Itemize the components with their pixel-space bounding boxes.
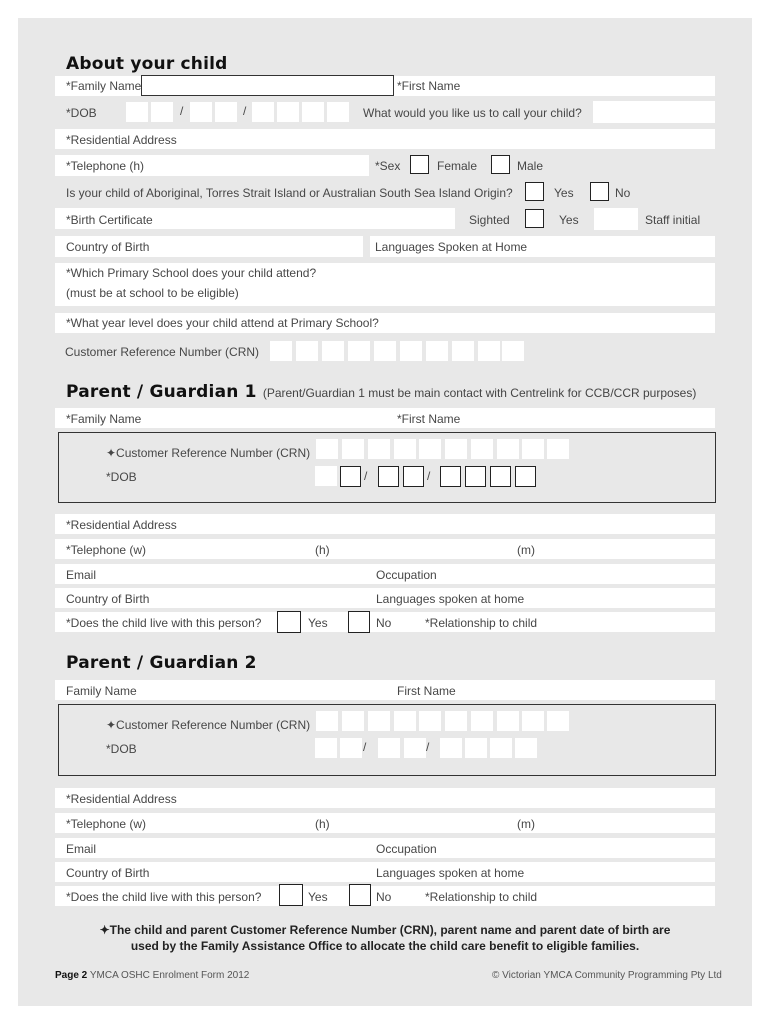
label-parent2-relationship: *Relationship to child — [425, 890, 538, 904]
parent1-crn-cell[interactable] — [342, 439, 364, 459]
parent2-crn-cell[interactable] — [342, 711, 364, 731]
parent2-dob-y4[interactable] — [515, 738, 537, 758]
label-parent2-country: Country of Birth — [66, 866, 150, 880]
footer-page-number: Page 2 — [55, 970, 88, 981]
label-aboriginal: Is your child of Aboriginal, Torres Strait Island or Australian South Sea Island Origin? — [66, 186, 513, 200]
label-primary-school: *Which Primary School does your child attend? — [66, 266, 317, 280]
sex-male-checkbox[interactable] — [491, 155, 510, 174]
label-aboriginal-yes: Yes — [554, 186, 574, 200]
label-primary-school-note: (must be at school to be eligible) — [66, 286, 239, 300]
label-parent1-country: Country of Birth — [66, 592, 150, 606]
label-parent2-tel-w: *Telephone (w) — [66, 817, 147, 831]
parent2-dob-y3[interactable] — [490, 738, 512, 758]
parent1-heading-text: Parent / Guardian 1 — [66, 382, 257, 402]
dob-separator: / — [243, 104, 247, 118]
parent2-dob-d2[interactable] — [340, 738, 362, 758]
child-dob-d1[interactable] — [126, 102, 148, 122]
child-crn-cell[interactable] — [478, 341, 500, 361]
footer-page-info — [55, 970, 249, 981]
child-crn-cell[interactable] — [374, 341, 396, 361]
label-parent1-tel-m: (m) — [517, 543, 535, 557]
label-parent1-family-name: *Family Name — [66, 412, 142, 426]
dob-separator: / — [427, 469, 431, 483]
label-birth-cert: *Birth Certificate — [66, 213, 153, 227]
label-parent1-tel-h: (h) — [315, 543, 330, 557]
label-sighted: Sighted — [469, 213, 510, 227]
parent1-crn-cell[interactable] — [471, 439, 493, 459]
parent2-dob-y2[interactable] — [465, 738, 487, 758]
birth-cert-yes-checkbox[interactable] — [525, 209, 544, 228]
parent1-crn-cell[interactable] — [547, 439, 569, 459]
child-crn-cell[interactable] — [270, 341, 292, 361]
parent1-dob-m1[interactable] — [378, 466, 399, 487]
label-child-languages: Languages Spoken at Home — [375, 240, 528, 254]
parent1-dob-y2[interactable] — [465, 466, 486, 487]
label-male: Male — [517, 159, 544, 173]
label-sex: *Sex — [375, 159, 401, 173]
label-child-telephone: *Telephone (h) — [66, 159, 145, 173]
crn-note — [48, 922, 722, 954]
label-parent2-tel-h: (h) — [315, 817, 330, 831]
parent1-telephone-input[interactable] — [55, 539, 715, 559]
parent2-crn-cell[interactable] — [445, 711, 467, 731]
parent1-dob-d2[interactable] — [340, 466, 361, 487]
parent1-crn-cell[interactable] — [522, 439, 544, 459]
label-child-address: *Residential Address — [66, 133, 177, 147]
sex-female-checkbox[interactable] — [410, 155, 429, 174]
label-call-name: What would you like us to call your child? — [363, 106, 582, 120]
parent2-crn-cell[interactable] — [394, 711, 416, 731]
parent2-crn-cell[interactable] — [522, 711, 544, 731]
dob-separator: / — [363, 740, 367, 754]
label-parent1-live-no: No — [376, 616, 392, 630]
footer-form-name: YMCA OSHC Enrolment Form 2012 — [89, 970, 250, 981]
parent1-live-no-checkbox[interactable] — [348, 611, 370, 633]
label-parent1-live-yes: Yes — [308, 616, 328, 630]
parent2-crn-cell[interactable] — [368, 711, 390, 731]
aboriginal-yes-checkbox[interactable] — [525, 182, 544, 201]
parent1-subheading: (Parent/Guardian 1 must be main contact with Centrelink for CCB/CCR purposes) — [262, 386, 697, 400]
label-parent1-address: *Residential Address — [66, 518, 177, 532]
label-parent2-live-yes: Yes — [308, 890, 328, 904]
parent1-dob-d1[interactable] — [315, 466, 337, 486]
label-parent1-occupation: Occupation — [376, 568, 437, 582]
parent2-crn-cell[interactable] — [471, 711, 493, 731]
child-crn-cell[interactable] — [400, 341, 422, 361]
parent1-dob-y3[interactable] — [490, 466, 511, 487]
label-parent2-email: Email — [66, 842, 97, 856]
child-dob-y1[interactable] — [252, 102, 274, 122]
parent1-live-yes-checkbox[interactable] — [277, 611, 301, 633]
child-crn-cell[interactable] — [452, 341, 474, 361]
dob-separator: / — [364, 469, 368, 483]
footer-copyright: © Victorian YMCA Community Programming Pty Ltd — [492, 970, 722, 981]
child-dob-m1[interactable] — [190, 102, 212, 122]
label-parent2-dob: *DOB — [106, 742, 137, 756]
child-crn-cell[interactable] — [348, 341, 370, 361]
crn-note-line2: used by the Family Assistance Office to allocate the child care benefit to eligible families. — [130, 939, 640, 953]
label-parent2-tel-m: (m) — [517, 817, 535, 831]
label-child-country: Country of Birth — [66, 240, 150, 254]
row-parent2-name[interactable] — [55, 680, 715, 700]
section-heading-child: About your child — [66, 54, 228, 74]
parent2-dob-d1[interactable] — [315, 738, 337, 758]
parent1-dob-m2[interactable] — [403, 466, 424, 487]
parent1-crn-cell[interactable] — [445, 439, 467, 459]
label-child-first-name: *First Name — [397, 79, 461, 93]
label-parent2-live-no: No — [376, 890, 392, 904]
label-parent2-crn: ✦Customer Reference Number (CRN) — [106, 718, 311, 732]
label-parent1-live-with: *Does the child live with this person? — [66, 616, 262, 630]
child-crn-cell[interactable] — [426, 341, 448, 361]
label-birth-cert-yes: Yes — [559, 213, 579, 227]
label-parent2-occupation: Occupation — [376, 842, 437, 856]
label-parent2-family-name: Family Name — [66, 684, 137, 698]
parent2-live-yes-checkbox[interactable] — [279, 884, 303, 906]
parent2-crn-cell[interactable] — [419, 711, 441, 731]
label-parent2-live-with: *Does the child live with this person? — [66, 890, 262, 904]
label-parent2-languages: Languages spoken at home — [376, 866, 525, 880]
label-parent1-dob: *DOB — [106, 470, 137, 484]
parent2-dob-m1[interactable] — [378, 738, 400, 758]
child-dob-d2[interactable] — [151, 102, 173, 122]
label-staff-initial: Staff initial — [645, 213, 701, 227]
parent1-dob-y1[interactable] — [440, 466, 461, 487]
crn-note-line1: ✦The child and parent Customer Reference Number (CRN), parent name and parent date of birth are — [99, 923, 671, 937]
label-child-family-name: *Family Name — [66, 79, 142, 93]
dob-separator: / — [180, 104, 184, 118]
label-parent2-address: *Residential Address — [66, 792, 177, 806]
dob-separator: / — [426, 740, 430, 754]
child-crn-cell[interactable] — [296, 341, 318, 361]
call-name-input[interactable] — [593, 101, 715, 123]
parent1-crn-cell[interactable] — [394, 439, 416, 459]
label-parent1-first-name: *First Name — [397, 412, 461, 426]
parent2-dob-y1[interactable] — [440, 738, 462, 758]
child-family-name-input[interactable] — [141, 75, 394, 96]
parent1-dob-y4[interactable] — [515, 466, 536, 487]
label-child-crn: Customer Reference Number (CRN) — [65, 345, 260, 359]
label-child-dob: *DOB — [66, 106, 97, 120]
child-dob-y2[interactable] — [277, 102, 299, 122]
parent2-crn-cell[interactable] — [497, 711, 519, 731]
section-heading-parent2: Parent / Guardian 2 — [66, 653, 257, 673]
aboriginal-no-checkbox[interactable] — [590, 182, 609, 201]
label-parent2-first-name: First Name — [397, 684, 456, 698]
parent1-crn-cell[interactable] — [497, 439, 519, 459]
child-dob-m2[interactable] — [215, 102, 237, 122]
parent1-crn-cell[interactable] — [316, 439, 338, 459]
parent2-crn-cell[interactable] — [316, 711, 338, 731]
label-female: Female — [437, 159, 478, 173]
label-parent1-crn: ✦Customer Reference Number (CRN) — [106, 446, 311, 460]
label-year-level: *What year level does your child attend at Primary School? — [66, 316, 379, 330]
parent2-telephone-input[interactable] — [55, 813, 715, 833]
label-parent1-email: Email — [66, 568, 97, 582]
section-heading-parent1 — [66, 382, 696, 402]
parent2-crn-cell[interactable] — [547, 711, 569, 731]
label-parent1-tel-w: *Telephone (w) — [66, 543, 147, 557]
label-aboriginal-no: No — [615, 186, 631, 200]
child-crn-cell[interactable] — [322, 341, 344, 361]
child-crn-cell[interactable] — [502, 341, 524, 361]
child-dob-y3[interactable] — [302, 102, 324, 122]
parent2-live-no-checkbox[interactable] — [349, 884, 371, 906]
parent2-dob-m2[interactable] — [404, 738, 426, 758]
form-page — [18, 18, 752, 1006]
label-parent1-languages: Languages spoken at home — [376, 592, 525, 606]
parent1-crn-cell[interactable] — [419, 439, 441, 459]
parent1-crn-cell[interactable] — [368, 439, 390, 459]
child-dob-y4[interactable] — [327, 102, 349, 122]
label-parent1-relationship: *Relationship to child — [425, 616, 538, 630]
staff-initial-input[interactable] — [594, 208, 638, 230]
row-parent1-name[interactable] — [55, 408, 715, 428]
